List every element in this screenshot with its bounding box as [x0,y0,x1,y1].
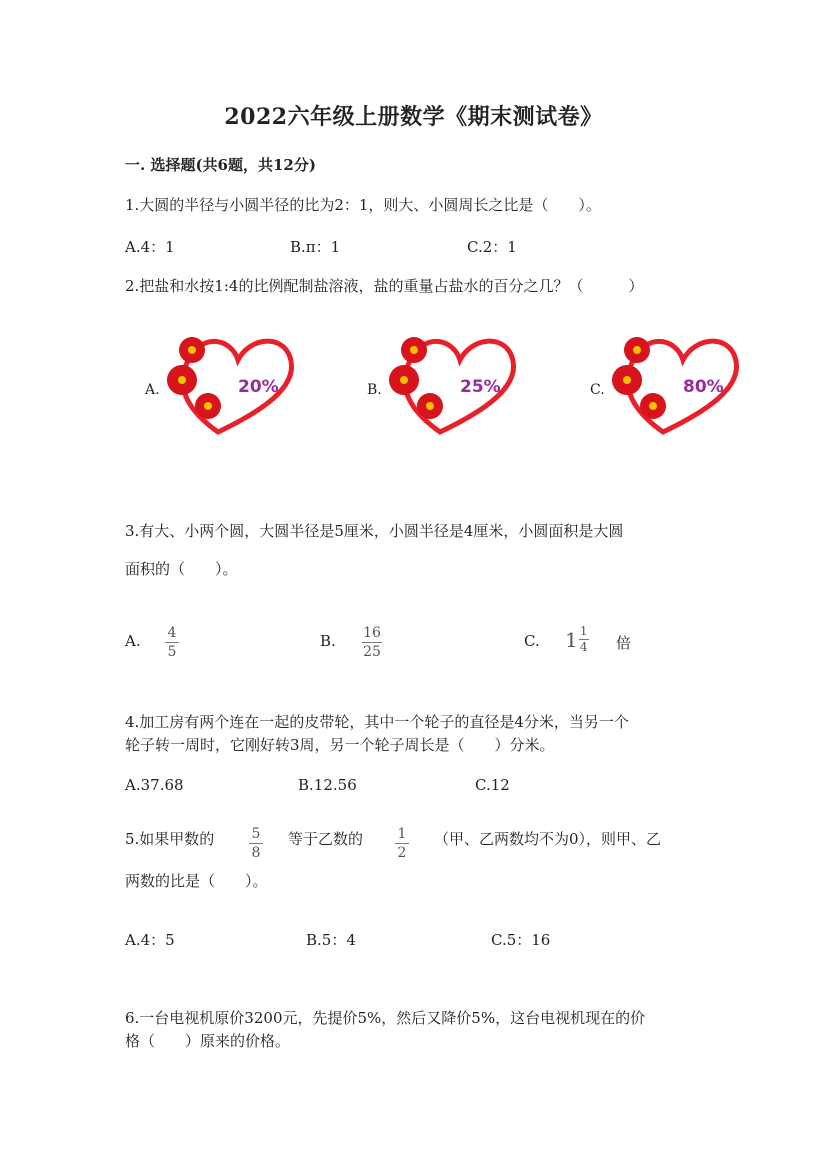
page-title: 2022六年级上册数学《期末测试卷》 [224,104,603,130]
q1-option-c: C.2：1 [467,238,517,256]
q3-option-c-label: C. [524,632,540,650]
question-3-line-2: 面积的（ ）。 [125,560,238,578]
numerator: 1 [397,826,407,842]
q4-option-c: C.12 [475,776,510,794]
numerator: 4 [167,625,177,641]
denominator: 25 [363,644,381,660]
q5-fraction-1 [249,826,263,861]
q3-option-c-suffix: 倍 [616,634,632,652]
q3-option-c-mixed-number [565,625,589,654]
q3-option-b-label: B. [320,632,336,650]
q2-option-a-value: 20% [238,377,279,397]
numerator: 5 [251,826,261,842]
q2-option-b [367,332,547,452]
question-4-line-2: 轮子转一周时，它刚好转3周，另一个轮子周长是（ ）分米。 [125,736,555,754]
q5-option-c: C.5：16 [491,931,551,949]
q5-option-a: A.4：5 [125,931,175,949]
question-5-suffix: （甲、乙两数均不为0），则甲、乙 [434,830,662,848]
numerator: 1 [579,624,588,638]
q2-option-c [590,332,770,452]
question-5-prefix: 5.如果甲数的 [125,830,215,848]
question-5-line-2: 两数的比是（ ）。 [125,872,268,890]
q3-option-a-label: A. [125,632,141,650]
question-3-line-1: 3.有大、小两个圆，大圆半径是5厘米，小圆半径是4厘米，小圆面积是大圆 [125,522,624,540]
question-1-text: 1.大圆的半径与小圆半径的比为2：1，则大、小圆周长之比是（ ）。 [125,196,601,214]
q5-option-b: B.5：4 [306,931,356,949]
q3-option-b-fraction [362,625,382,660]
denominator: 5 [167,644,177,660]
fraction-part [579,625,589,654]
q5-fraction-2 [395,826,409,861]
question-5-middle: 等于乙数的 [288,830,364,848]
heart-flower-image [382,332,532,442]
denominator: 2 [397,845,407,861]
denominator: 4 [579,640,588,654]
heart-flower-image [605,332,755,442]
question-6-line-2: 格（ ）原来的价格。 [125,1032,291,1050]
question-6-line-1: 6.一台电视机原价3200元，先提价5%，然后又降价5%，这台电视机现在的价 [125,1009,646,1027]
heart-flower-image [160,332,310,442]
question-4-line-1: 4.加工房有两个连在一起的皮带轮，其中一个轮子的直径是4分米，当另一个 [125,713,629,731]
numerator: 16 [363,625,381,641]
q4-option-b: B.12.56 [298,776,357,794]
q2-option-c-label: C. [590,382,605,398]
whole-part: 1 [565,627,578,652]
q1-option-b: B.π：1 [290,238,341,256]
q4-option-a: A.37.68 [125,776,184,794]
question-2-text: 2.把盐和水按1:4的比例配制盐溶液，盐的重量占盐水的百分之几？（ ） [125,277,644,295]
q2-option-a-label: A. [145,382,160,398]
denominator: 8 [251,845,261,861]
q2-option-b-value: 25% [460,377,501,397]
q2-option-b-label: B. [367,382,382,398]
section-heading: 一. 选择题(共6题，共12分) [125,156,316,174]
q2-option-a [145,332,325,452]
q3-option-a-fraction [165,625,179,660]
q1-option-a: A.4：1 [125,238,175,256]
q2-option-c-value: 80% [683,377,724,397]
